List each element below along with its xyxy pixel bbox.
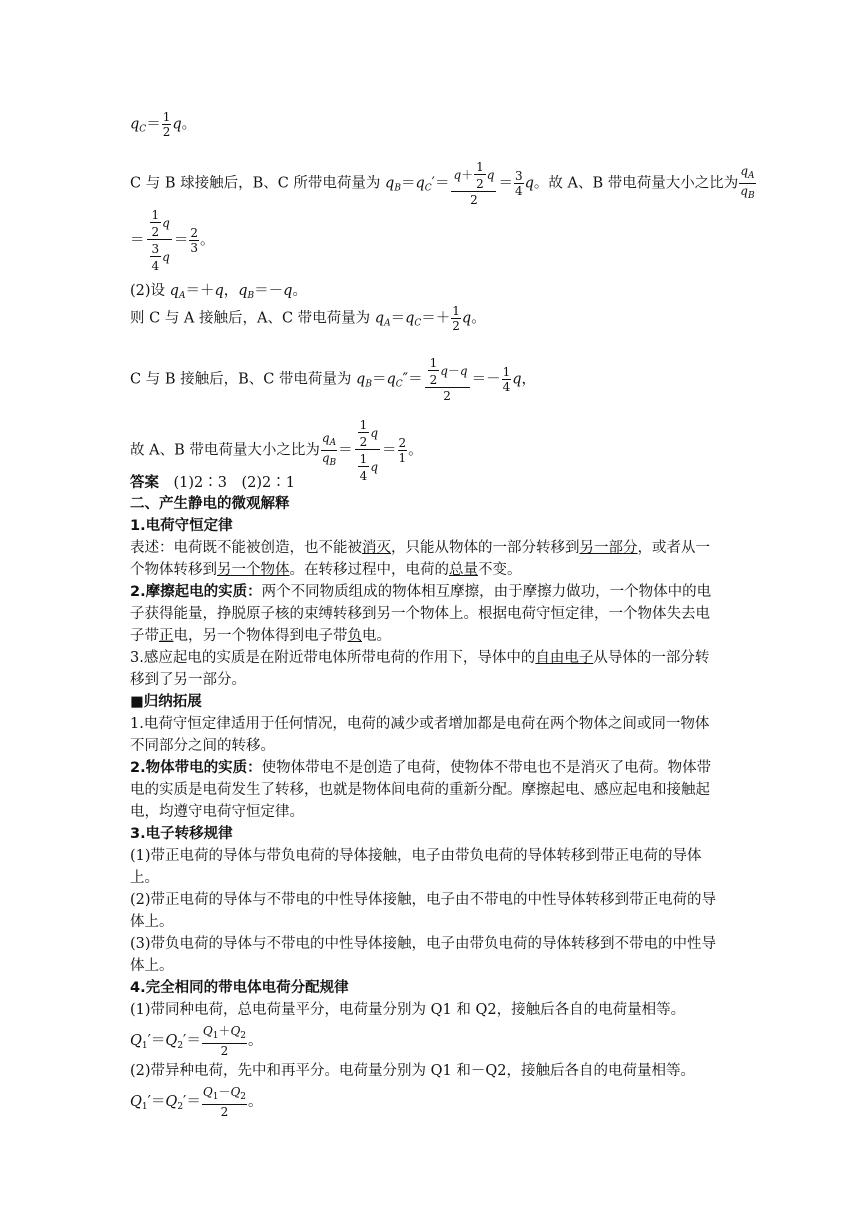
eq-same-charge: $Q_1'=Q_2'=$ $\frac{Q_1+Q_2}{2}$ 。 <box>130 1024 263 1058</box>
summary-2: 2.物体带电的实质：使物体带电不是创造了电荷，使物体不带电也不是消灭了电荷。物体带电的实质是电荷发生了转移，也就是物体间电荷的重新分配。摩擦起电、感应起电和接触起电，均遵守电荷守恒定律。 <box>130 760 712 820</box>
paragraph-induction: 3.感应起电的实质是在附近带电体所带电荷的作用下，导体中的自由电子从导体的一部分转移到了另一部分。 <box>130 650 710 688</box>
eq-qc: $q_C=$ $\frac{1}{2}$ q。 <box>130 110 197 139</box>
part2-assume: (2)设 $q_A=+q$，$q_B=-q$。 <box>130 283 307 301</box>
eq-ratio1: ＝ $\frac{1}{2}$ q $\frac{3}{4}$ q ＝ $\frac{2}{3}$ 。 <box>130 208 215 273</box>
answer-line: 答案 (1)2∶3 (2)2∶1 <box>130 475 295 491</box>
eq-ca: 则 C 与 A 接触后，A、C 带电荷量为 $q_A=q_C=+$ $\frac{1}{2}$ q。 <box>130 304 486 333</box>
heading-conservation: 1.电荷守恒定律 <box>130 518 233 534</box>
heading-electron-transfer: 3.电子转移规律 <box>130 826 233 842</box>
paragraph-friction: 2.摩擦起电的实质：两个不同物质组成的物体相互摩擦，由于摩擦力做功，一个物体中的电子获得能量，挣脱原子核的束缚转移到另一个物体上。根据电荷守恒定律，一个物体失去电子带正电，另一个物体得到电子带负电。 <box>130 584 712 644</box>
heading-distribution: 4.完全相同的带电体电荷分配规律 <box>130 980 349 996</box>
rule-2: (2)带正电荷的导体与不带电的中性导体接触，电子由不带电的中性导体转移到带正电荷的导体上。 <box>130 892 717 930</box>
summary-heading: ■归纳拓展 <box>130 694 202 710</box>
eq-opposite-charge: $Q_1'=Q_2'=$ $\frac{Q_1-Q_2}{2}$ 。 <box>130 1085 263 1119</box>
eq-cb-line: C 与 B 球接触后，B、C 所带电荷量为 $q_B=q_C'=$ q＋ $\frac{1}{2}$ q 2 ＝ $\frac{3}{4}$ q。故 A、B 带电荷量大小之比为 $\frac{q_A}{q_B}$ <box>130 160 755 207</box>
dist-rule-1: (1)带同种电荷，总电荷量平分，电荷量分别为 Q1 和 Q2，接触后各自的电荷量相等。 <box>130 1002 686 1018</box>
paragraph-conservation: 表述：电荷既不能被创造，也不能被消灭，只能从物体的一部分转移到另一部分，或者从一个物体转移到另一个物体。在转移过程中，电荷的总量不变。 <box>130 540 710 578</box>
eq-ratio2: 故 A、B 带电荷量大小之比为 $\frac{q_A}{q_B}$ ＝ $\frac{1}{2}$ q $\frac{1}{4}$ q ＝ $\frac{2}{1}$ 。 <box>130 418 423 483</box>
rule-1: (1)带正电荷的导体与带负电荷的导体接触，电子由带负电荷的导体转移到带正电荷的导体上。 <box>130 848 702 886</box>
section-heading: 二、产生静电的微观解释 <box>130 496 290 512</box>
eq-cb2: C 与 B 接触后，B、C 带电荷量为 $q_B=q_C''=$ $\frac{1}{2}$ q－q 2 ＝－ $\frac{1}{4}$ q， <box>130 356 537 403</box>
summary-1: 1.电荷守恒定律适用于任何情况，电荷的减少或者增加都是电荷在两个物体之间或同一物体不同部分之间的转移。 <box>130 716 710 754</box>
rule-3: (3)带负电荷的导体与不带电的中性导体接触，电子由带负电荷的导体转移到不带电的中性导体上。 <box>130 936 717 974</box>
dist-rule-2: (2)带异种电荷，先中和再平分。电荷量分别为 Q1 和－Q2，接触后各自的电荷量相等。 <box>130 1063 695 1079</box>
